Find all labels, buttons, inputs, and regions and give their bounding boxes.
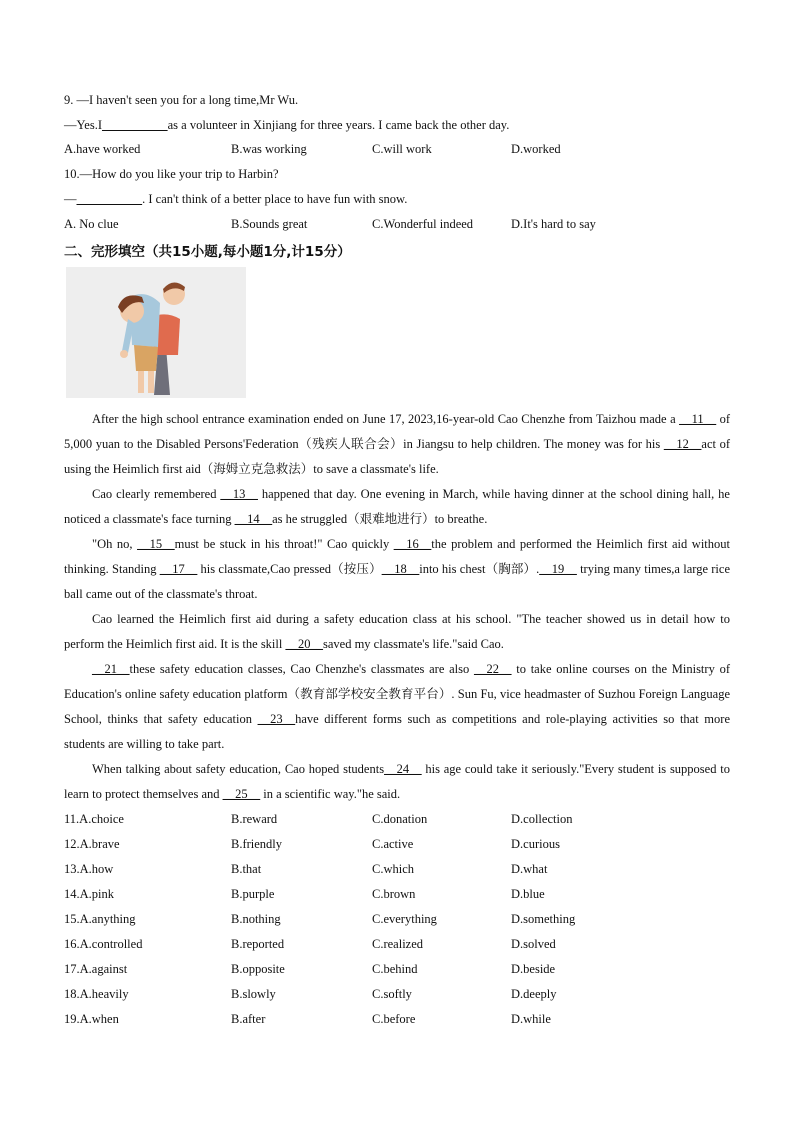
blank-14: __14__ bbox=[234, 512, 273, 526]
q15-option-c: C.everything bbox=[372, 912, 437, 926]
p2-text-2: happened that day. One evening in March, while having dinner at the school dining hall, he noticed a classmate's face turning bbox=[64, 487, 730, 526]
q10-option-b: B.Sounds great bbox=[231, 217, 308, 231]
q15-option-d: D.something bbox=[511, 912, 576, 926]
blank-13: __13__ bbox=[220, 487, 258, 501]
q15-option-b: B.nothing bbox=[231, 912, 281, 926]
q10-option-d: D.It's hard to say bbox=[511, 217, 596, 231]
passage-paragraph-6 bbox=[64, 757, 730, 807]
p6-text-1: When talking about safety education, Cao hoped students bbox=[92, 762, 385, 776]
q18-option-d: D.deeply bbox=[511, 987, 557, 1001]
p3-text-6: trying many times,a large rice ball came out of the classmate's throat. bbox=[64, 562, 730, 601]
q11-option-a: 11.A.choice bbox=[64, 812, 124, 826]
q13-option-d: D.what bbox=[511, 862, 548, 876]
q10-stem: 10.—How do you like your trip to Harbin? bbox=[64, 167, 279, 181]
blank-24: __24__ bbox=[384, 762, 422, 776]
p1-text-1: After the high school entrance examination ended on June 17, 2023,16-year-old Cao Chenzhe from Taizhou made a bbox=[92, 412, 680, 426]
q10-option-c: C.Wonderful indeed bbox=[372, 217, 474, 231]
p5-text-3: have different forms such as competitions and role-playing activities so that more students are willing to take part. bbox=[64, 712, 730, 751]
blank-19: __19__ bbox=[539, 562, 577, 576]
q13-option-b: B.that bbox=[231, 862, 262, 876]
q9-line2-post: as a volunteer in Xinjiang for three years. I came back the other day. bbox=[167, 118, 510, 132]
p1-text-2: of 5,000 yuan to the Disabled Persons'Federation（残疾人联合会）in Jiangsu to help children. The money was for his bbox=[64, 412, 730, 451]
p1-text-3: act of using the Heimlich first aid（海姆立克急救法）to save a classmate's life. bbox=[64, 437, 731, 476]
q19-option-b: B.after bbox=[231, 1012, 266, 1026]
q10-line2-post: . I can't think of a better place to have fun with snow. bbox=[142, 192, 408, 206]
p3-text-2: must be stuck in his throat!" Cao quickly bbox=[174, 537, 394, 551]
q10-blank bbox=[77, 192, 143, 206]
q16-option-d: D.solved bbox=[511, 937, 556, 951]
p2-text-1: Cao clearly remembered bbox=[92, 487, 221, 501]
q9-line2 bbox=[64, 117, 509, 133]
q12-option-c: C.active bbox=[372, 837, 414, 851]
blank-21: __21__ bbox=[92, 662, 130, 676]
q16-option-a: 16.A.controlled bbox=[64, 937, 143, 951]
passage-paragraph-5 bbox=[64, 657, 730, 757]
q14-option-a: 14.A.pink bbox=[64, 887, 114, 901]
p6-text-2: his age could take it seriously."Every student is supposed to learn to protect themselves and bbox=[64, 762, 730, 801]
q12-option-b: B.friendly bbox=[231, 837, 283, 851]
blank-18: __18__ bbox=[381, 562, 420, 576]
q15-option-a: 15.A.anything bbox=[64, 912, 136, 926]
blank-22: __22__ bbox=[474, 662, 512, 676]
p3-text-4: his classmate,Cao pressed（按压） bbox=[197, 562, 382, 576]
q13-option-c: C.which bbox=[372, 862, 415, 876]
passage-paragraph-4 bbox=[64, 607, 730, 657]
q9-stem: 9. —I haven't seen you for a long time,Mr Wu. bbox=[64, 93, 299, 107]
blank-15: __15__ bbox=[137, 537, 175, 551]
q17-option-a: 17.A.against bbox=[64, 962, 128, 976]
q9-blank bbox=[102, 118, 168, 132]
q14-option-b: B.purple bbox=[231, 887, 275, 901]
p5-text-2: to take online courses on the Ministry of Education's online safety education platform（教育部学校安全教育平台）. Sun Fu, vice headmaster of Suzhou Foreign Language School, thinks that safety education bbox=[64, 662, 730, 726]
q11-option-b: B.reward bbox=[231, 812, 278, 826]
q13-option-a: 13.A.how bbox=[64, 862, 114, 876]
q10-line2 bbox=[64, 191, 407, 207]
q10-line2-pre: — bbox=[64, 192, 77, 206]
p5-text-1: these safety education classes, Cao Chenzhe's classmates are also bbox=[129, 662, 474, 676]
q10-option-a: A. No clue bbox=[64, 217, 119, 231]
blank-11: __11__ bbox=[679, 412, 717, 426]
blank-12: __12__ bbox=[663, 437, 702, 451]
p6-text-3: in a scientific way."he said. bbox=[260, 787, 401, 801]
blank-16: __16__ bbox=[393, 537, 432, 551]
q14-option-c: C.brown bbox=[372, 887, 416, 901]
p3-text-5: into his chest（胸部）. bbox=[419, 562, 540, 576]
q9-option-c: C.will work bbox=[372, 142, 432, 156]
q16-option-c: C.realized bbox=[372, 937, 424, 951]
q9-option-d: D.worked bbox=[511, 142, 561, 156]
heimlich-illustration-svg bbox=[66, 267, 246, 398]
q18-option-c: C.softly bbox=[372, 987, 412, 1001]
p4-text-1: Cao learned the Heimlich first aid during a safety education class at his school. "The teacher showed us in detail how to perform the Heimlich first aid. It is the skill bbox=[64, 612, 730, 651]
q18-option-a: 18.A.heavily bbox=[64, 987, 129, 1001]
q16-option-b: B.reported bbox=[231, 937, 285, 951]
blank-20: __20__ bbox=[285, 637, 323, 651]
passage-paragraph-2 bbox=[64, 482, 730, 532]
section2-title: 二、完形填空（共15小题,每小题1分,计15分） bbox=[64, 244, 351, 260]
blank-25: __25__ bbox=[222, 787, 261, 801]
q9-option-a: A.have worked bbox=[64, 142, 141, 156]
p3-text-1: "Oh no, bbox=[92, 537, 138, 551]
p3-text-3: the problem and performed the Heimlich first aid without thinking. Standing bbox=[64, 537, 730, 576]
passage-paragraph-1 bbox=[64, 407, 730, 482]
q14-option-d: D.blue bbox=[511, 887, 545, 901]
p2-text-3: as he struggled（艰难地进行）to breathe. bbox=[272, 512, 488, 526]
blank-23: __23__ bbox=[257, 712, 296, 726]
q18-option-b: B.slowly bbox=[231, 987, 276, 1001]
p4-text-2: saved my classmate's life."said Cao. bbox=[322, 637, 504, 651]
q19-option-c: C.before bbox=[372, 1012, 416, 1026]
q17-option-d: D.beside bbox=[511, 962, 556, 976]
q11-option-d: D.collection bbox=[511, 812, 573, 826]
blank-17: __17__ bbox=[159, 562, 198, 576]
q9-option-b: B.was working bbox=[231, 142, 307, 156]
q9-line2-pre: —Yes.I bbox=[64, 118, 102, 132]
q17-option-c: C.behind bbox=[372, 962, 418, 976]
heimlich-illustration bbox=[66, 267, 246, 398]
q11-option-c: C.donation bbox=[372, 812, 428, 826]
q12-option-d: D.curious bbox=[511, 837, 560, 851]
q19-option-d: D.while bbox=[511, 1012, 551, 1026]
q12-option-a: 12.A.brave bbox=[64, 837, 120, 851]
q17-option-b: B.opposite bbox=[231, 962, 285, 976]
q19-option-a: 19.A.when bbox=[64, 1012, 119, 1026]
passage-paragraph-3 bbox=[64, 532, 730, 607]
passage bbox=[64, 407, 730, 807]
